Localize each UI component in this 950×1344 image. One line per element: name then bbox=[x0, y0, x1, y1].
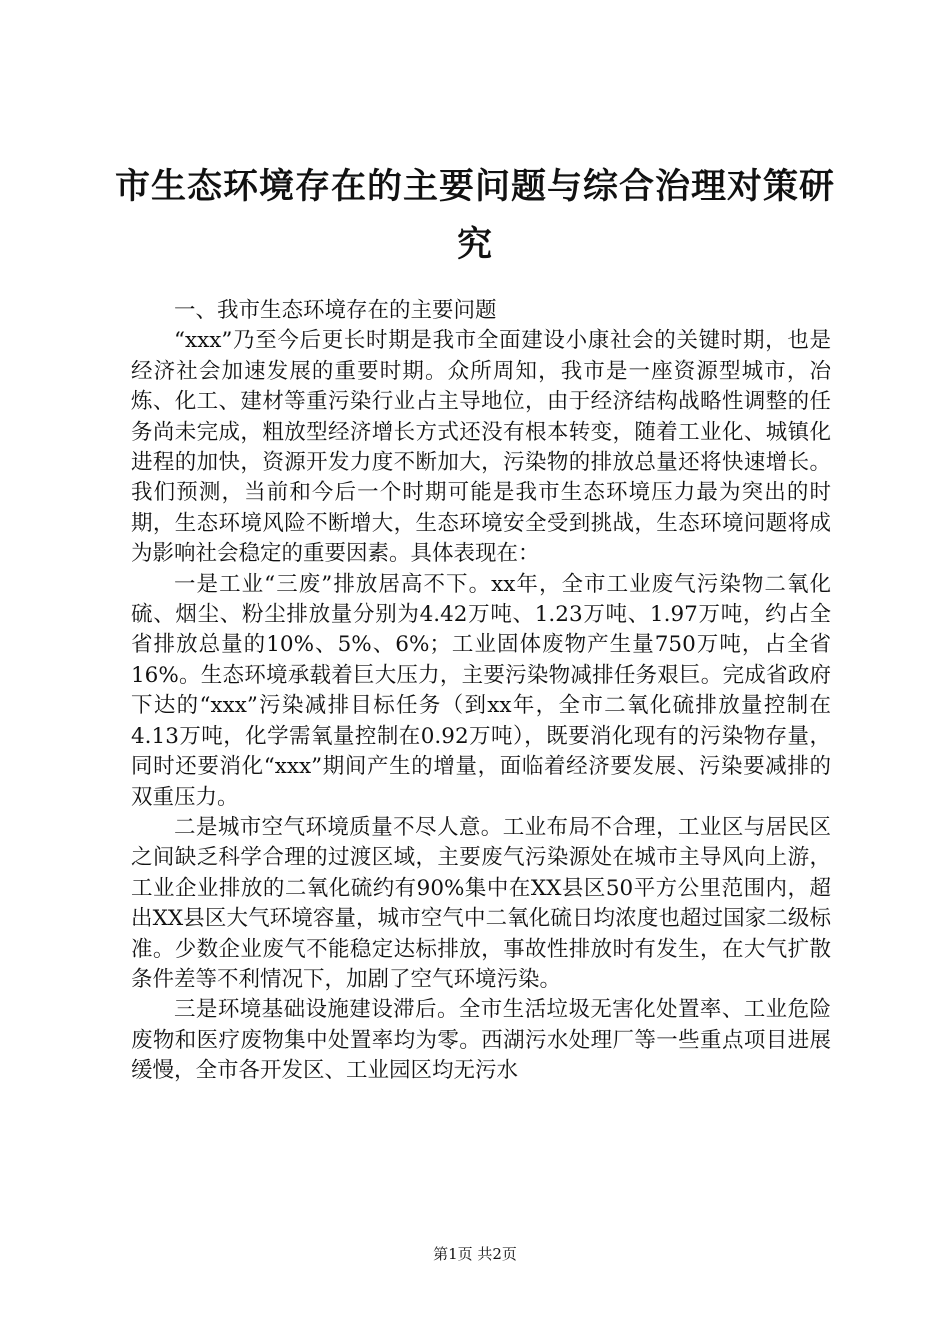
body-paragraph: “xxx”乃至今后更长时期是我市全面建设小康社会的关键时期，也是经济社会加速发展的重要时期。众所周知，我市是一座资源型城市，冶炼、化工、建材等重污染行业占主导地位，由于经济结构战略性调整的任务尚未完成，粗放型经济增长方式还没有根本转变，随着工业化、城镇化进程的加快，资源开发力度不断加大，污染物的排放总量还将快速增长。我们预测，当前和今后一个时期可能是我市生态环境压力最为突出的时期，生态环境风险不断增大，生态环境安全受到挑战，生态环境问题将成为影响社会稳定的重要因素。具体表现在： bbox=[131, 328, 831, 567]
body-paragraph: 一是工业“三废”排放居高不下。xx年，全市工业废气污染物二氧化硫、烟尘、粉尘排放量分别为4.42万吨、1.23万吨、1.97万吨，约占全省排放总量的10%、5%、6%；工业固体废物产生量750万吨，占全省16%。生态环境承载着巨大压力，主要污染物减排任务艰巨。完成省政府下达的“xxx”污染减排目标任务（到xx年，全市二氧化硫排放量控制在4.13万吨，化学需氧量控制在0.92万吨），既要消化现有的污染物存量，同时还要消化“xxx”期间产生的增量，面临着经济要发展、污染要减排的双重压力。 bbox=[131, 571, 831, 810]
section-heading: 一、我市生态环境存在的主要问题 bbox=[174, 298, 497, 323]
body-paragraph: 二是城市空气环境质量不尽人意。工业布局不合理，工业区与居民区之间缺乏科学合理的过渡区域，主要废气污染源处在城市主导风向上游，工业企业排放的二氧化硫约有90%集中在XX县区50平方公里范围内，超出XX县区大气环境容量，城市空气中二氧化硫日均浓度也超过国家二级标准。少数企业废气不能稳定达标排放，事故性排放时有发生，在大气扩散条件差等不利情况下，加剧了空气环境污染。 bbox=[131, 814, 831, 992]
document-body bbox=[131, 296, 831, 1087]
page-footer: 第1页 共2页 bbox=[433, 1245, 517, 1263]
document-title: 市生态环境存在的主要问题与综合治理对策研究 bbox=[114, 167, 835, 265]
body-paragraph: 三是环境基础设施建设滞后。全市生活垃圾无害化处置率、工业危险废物和医疗废物集中处置率均为零。西湖污水处理厂等一些重点项目进展缓慢，全市各开发区、工业园区均无污水 bbox=[131, 997, 831, 1084]
